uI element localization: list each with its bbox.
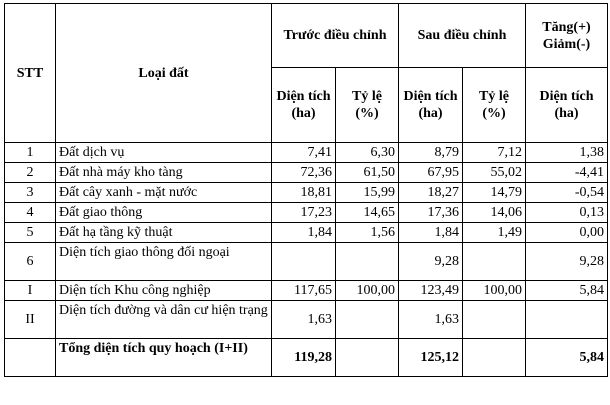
table-row — [5, 243, 608, 281]
cell-tl-sau — [463, 243, 526, 281]
total-label: Tổng diện tích quy hoạch (I+II) — [56, 339, 272, 377]
cell-name: Đất giao thông — [56, 203, 272, 223]
header-dien-tich-truoc: Diện tích (ha) — [272, 68, 336, 143]
cell-dt-truoc: 117,65 — [272, 281, 336, 301]
table-row — [5, 301, 608, 339]
header-tang-giam: Tăng(+) Giảm(-) — [526, 4, 608, 68]
cell-diff: -4,41 — [526, 163, 608, 183]
land-use-table — [4, 3, 608, 377]
cell-dt-truoc: 17,23 — [272, 203, 336, 223]
header-dien-tich-diff: Diện tích (ha) — [526, 68, 608, 143]
cell-tl-sau — [463, 301, 526, 339]
cell-tl-sau: 7,12 — [463, 143, 526, 163]
total-diff: 5,84 — [526, 339, 608, 377]
cell-diff — [526, 301, 608, 339]
cell-dt-truoc: 7,41 — [272, 143, 336, 163]
header-sau-dieu-chinh: Sau điều chỉnh — [399, 4, 526, 68]
cell-tl-truoc: 61,50 — [336, 163, 399, 183]
table-row — [5, 281, 608, 301]
cell-diff: 0,00 — [526, 223, 608, 243]
cell-diff: 5,84 — [526, 281, 608, 301]
cell-stt: 1 — [5, 143, 56, 163]
cell-tl-truoc — [336, 243, 399, 281]
total-row — [5, 339, 608, 377]
cell-diff: 0,13 — [526, 203, 608, 223]
total-dt-truoc: 119,28 — [272, 339, 336, 377]
cell-name: Đất cây xanh - mặt nước — [56, 183, 272, 203]
table-row — [5, 143, 608, 163]
cell-stt: 4 — [5, 203, 56, 223]
cell-dt-sau: 123,49 — [399, 281, 463, 301]
cell-dt-sau: 9,28 — [399, 243, 463, 281]
cell-tl-sau: 100,00 — [463, 281, 526, 301]
cell-tl-truoc: 14,65 — [336, 203, 399, 223]
table-row — [5, 163, 608, 183]
header-loai-dat: Loại đất — [56, 4, 272, 143]
cell-diff: 9,28 — [526, 243, 608, 281]
cell-stt: 3 — [5, 183, 56, 203]
cell-dt-sau: 8,79 — [399, 143, 463, 163]
cell-dt-sau: 18,27 — [399, 183, 463, 203]
cell-tl-truoc: 6,30 — [336, 143, 399, 163]
total-tl-truoc — [336, 339, 399, 377]
cell-name: Đất nhà máy kho tàng — [56, 163, 272, 183]
cell-stt: I — [5, 281, 56, 301]
cell-dt-sau: 1,63 — [399, 301, 463, 339]
cell-dt-sau: 1,84 — [399, 223, 463, 243]
cell-stt: 6 — [5, 243, 56, 281]
cell-stt: 2 — [5, 163, 56, 183]
cell-name: Diện tích Khu công nghiệp — [56, 281, 272, 301]
cell-tl-sau: 14,06 — [463, 203, 526, 223]
cell-stt: II — [5, 301, 56, 339]
table-row — [5, 183, 608, 203]
total-dt-sau: 125,12 — [399, 339, 463, 377]
cell-dt-sau: 17,36 — [399, 203, 463, 223]
header-truoc-dieu-chinh: Trước điều chỉnh — [272, 4, 399, 68]
cell-dt-sau: 67,95 — [399, 163, 463, 183]
cell-tl-truoc: 1,56 — [336, 223, 399, 243]
table-row — [5, 223, 608, 243]
header-ty-le-truoc: Tỷ lệ (%) — [336, 68, 399, 143]
cell-dt-truoc: 1,63 — [272, 301, 336, 339]
header-ty-le-sau: Tỷ lệ (%) — [463, 68, 526, 143]
cell-tl-truoc — [336, 301, 399, 339]
cell-tl-sau: 55,02 — [463, 163, 526, 183]
cell-name: Diện tích giao thông đối ngoại — [56, 243, 272, 281]
header-stt: STT — [5, 4, 56, 143]
cell-name: Diện tích đường và dân cư hiện trạng — [56, 301, 272, 339]
cell-stt — [5, 339, 56, 377]
total-tl-sau — [463, 339, 526, 377]
header-dien-tich-sau: Diện tích (ha) — [399, 68, 463, 143]
cell-dt-truoc: 1,84 — [272, 223, 336, 243]
cell-tl-sau: 1,49 — [463, 223, 526, 243]
cell-stt: 5 — [5, 223, 56, 243]
cell-tl-truoc: 100,00 — [336, 281, 399, 301]
cell-tl-truoc: 15,99 — [336, 183, 399, 203]
cell-name: Đất hạ tầng kỹ thuật — [56, 223, 272, 243]
cell-dt-truoc — [272, 243, 336, 281]
cell-diff: 1,38 — [526, 143, 608, 163]
cell-name: Đất dịch vụ — [56, 143, 272, 163]
cell-diff: -0,54 — [526, 183, 608, 203]
cell-tl-sau: 14,79 — [463, 183, 526, 203]
cell-dt-truoc: 18,81 — [272, 183, 336, 203]
table-row — [5, 203, 608, 223]
cell-dt-truoc: 72,36 — [272, 163, 336, 183]
